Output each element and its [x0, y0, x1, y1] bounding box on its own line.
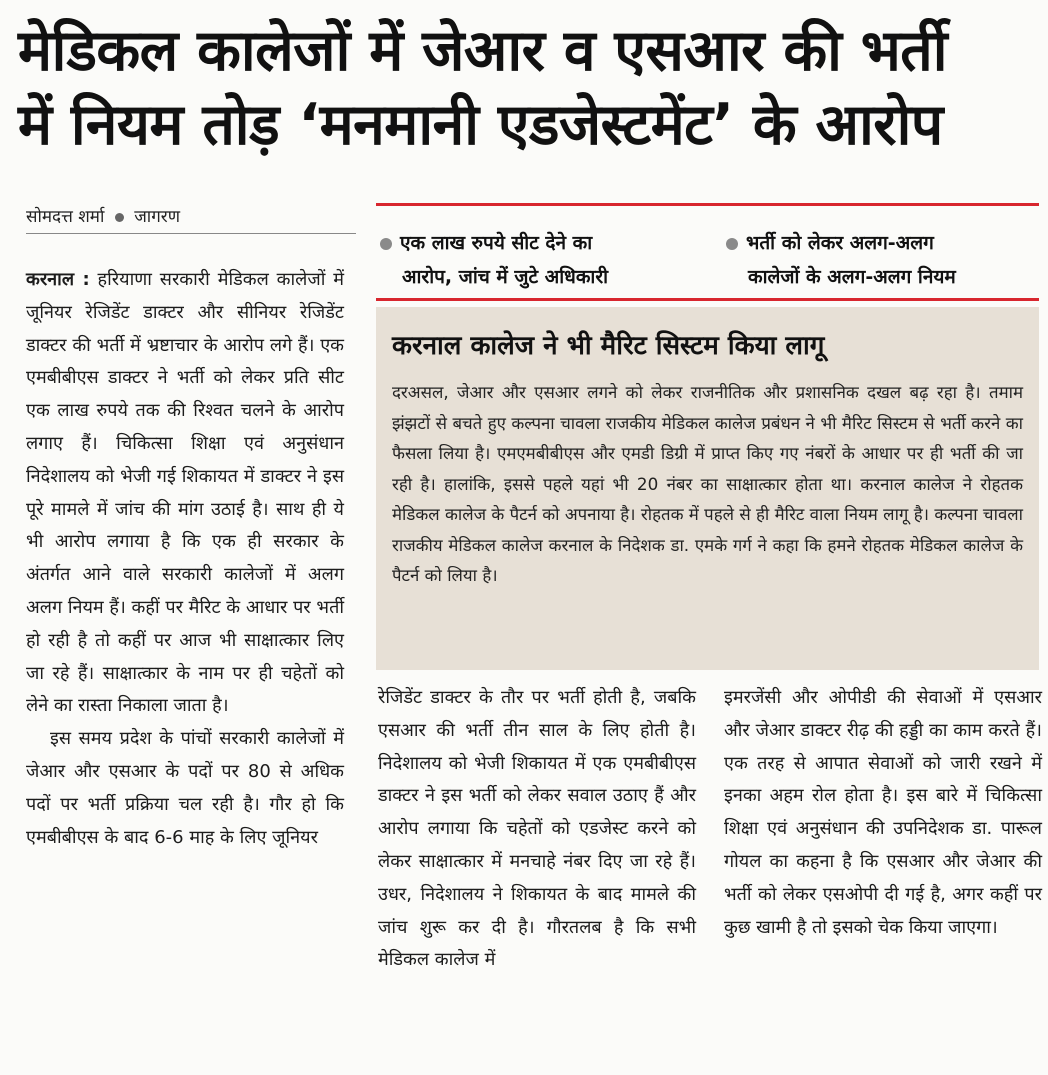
byline: [26, 204, 180, 227]
headline-line-1: मेडिकल कालेजों में जेआर व एसआर की भर्ती: [18, 18, 948, 84]
highlights-top-rule: [376, 203, 1039, 206]
highlights-bottom-rule: [376, 298, 1039, 301]
bullet-dot-icon: [380, 238, 392, 250]
article-column-3: [724, 682, 1042, 944]
article-column-2: [378, 682, 696, 977]
article-paragraph-1-text: हरियाणा सरकारी मेडिकल कालेजों में जूनियर रेजिडेंट डाक्टर और सीनियर रेजिडेंट डाक्टर की भर्ती में भ्रष्टाचार के आरोप लगे हैं। एक एमबीबीएस डाक्टर ने भर्ती को लेकर प्रति सीट एक लाख रुपये तक की रिश्वत चलने के आरोप लगाए हैं। चिकित्सा शिक्षा एवं अनुसंधान निदेशालय को भेजी गई शिकायत में डाक्टर ने इस पूरे मामले में जांच की मांग उठाई है। साथ ही ये भी आरोप लगाया है कि एक ही सरकार के अंतर्गत आने वाले सरकारी कालेजों में अलग अलग नियम हैं। कहीं पर मैरिट के आधार पर भर्ती हो रही है तो कहीं पर आज भी साक्षात्कार लिए जा रहे हैं। साक्षात्कार के नाम पर ही चहेतों को लेने का रास्ता निकाला जाता है।: [26, 269, 344, 717]
sidebar-body: दरअसल, जेआर और एसआर लगने को लेकर राजनीतिक और प्रशासनिक दखल बढ़ रहा है। तमाम झंझटों से बचते हुए कल्पना चावला राजकीय मेडिकल कालेज प्रबंधन ने भी मैरिट सिस्टम से भर्ती करने का फैसला लिया है। एमएमबीबीएस और एमडी डिग्री में प्राप्त किए गए नंबरों के आधार पर ही भर्ती की जा रही है। हालांकि, इससे पहले यहां भी 20 नंबर का साक्षात्कार होता था। करनाल कालेज ने रोहतक मेडिकल कालेज के पैटर्न को अपनाया है। रोहतक में पहले से ही मैरिट वाला नियम लागू है। कल्पना चावला राजकीय मेडिकल कालेज करनाल के निदेशक डा. एमके गर्ग ने कहा कि हमने रोहतक मेडिकल कालेज के पैटर्न को लिया है।: [392, 382, 1023, 585]
highlight-1-line-1: एक लाख रुपये सीट देने का: [400, 232, 593, 254]
bullet-dot-icon: [726, 238, 738, 250]
bullet-dot-icon: [115, 213, 124, 222]
article-paragraph-1: [26, 264, 344, 723]
byline-source: जागरण: [134, 207, 181, 227]
highlight-2-line-2: कालेजों के अलग-अलग नियम: [748, 266, 956, 288]
headline: [18, 14, 1033, 162]
article-dateline: करनाल :: [26, 269, 90, 290]
article-column-2-text: रेजिडेंट डाक्टर के तौर पर भर्ती होती है, जबकि एसआर की भर्ती तीन साल के लिए होती है। निदेशालय को भेजी शिकायत में एक एमबीबीएस डाक्टर ने इस भर्ती को लेकर सवाल उठाए हैं और आरोप लगाया कि चहेतों को एडजेस्ट करने को लेकर साक्षात्कार में मनचाहे नंबर दिए जा रहे हैं। उधर, निदेशालय ने शिकायत के बाद मामले की जांच शुरू कर दी है। गौरतलब है कि सभी मेडिकल कालेज में: [378, 687, 696, 971]
byline-author: सोमदत्त शर्मा: [26, 207, 105, 227]
byline-divider: [26, 233, 356, 234]
article-column-3-text: इमरजेंसी और ओपीडी की सेवाओं में एसआर और जेआर डाक्टर रीढ़ की हड्डी का काम करते हैं। एक तरह से आपात सेवाओं को जारी रखने में इनका अहम रोल होता है। इस बारे में चिकित्सा शिक्षा एवं अनुसंधान की उपनिदेशक डा. पारूल गोयल का कहना है कि एसआर और जेआर की भर्ती को लेकर एसओपी दी गई है, अगर कहीं पर कुछ खामी है तो इसको चेक किया जाएगा।: [724, 687, 1042, 938]
sidebar-title: करनाल कालेज ने भी मैरिट सिस्टम किया लागू: [392, 331, 825, 361]
highlight-2-line-1: भर्ती को लेकर अलग-अलग: [746, 232, 934, 254]
highlight-2: [726, 226, 1026, 294]
highlight-1: [380, 226, 690, 294]
highlight-1-line-2: आरोप, जांच में जुटे अधिकारी: [402, 266, 609, 288]
headline-line-2: में नियम तोड़ ‘मनमानी एडजेस्टमेंट’ के आरोप: [18, 92, 943, 158]
sidebar-box: [376, 307, 1039, 670]
article-paragraph-2: इस समय प्रदेश के पांचों सरकारी कालेजों में जेआर और एसआर के पदों पर 80 से अधिक पदों पर भर्ती प्रक्रिया चल रही है। गौर हो कि एमबीबीएस के बाद 6-6 माह के लिए जूनियर: [26, 728, 344, 848]
article-column-1: [26, 264, 344, 854]
